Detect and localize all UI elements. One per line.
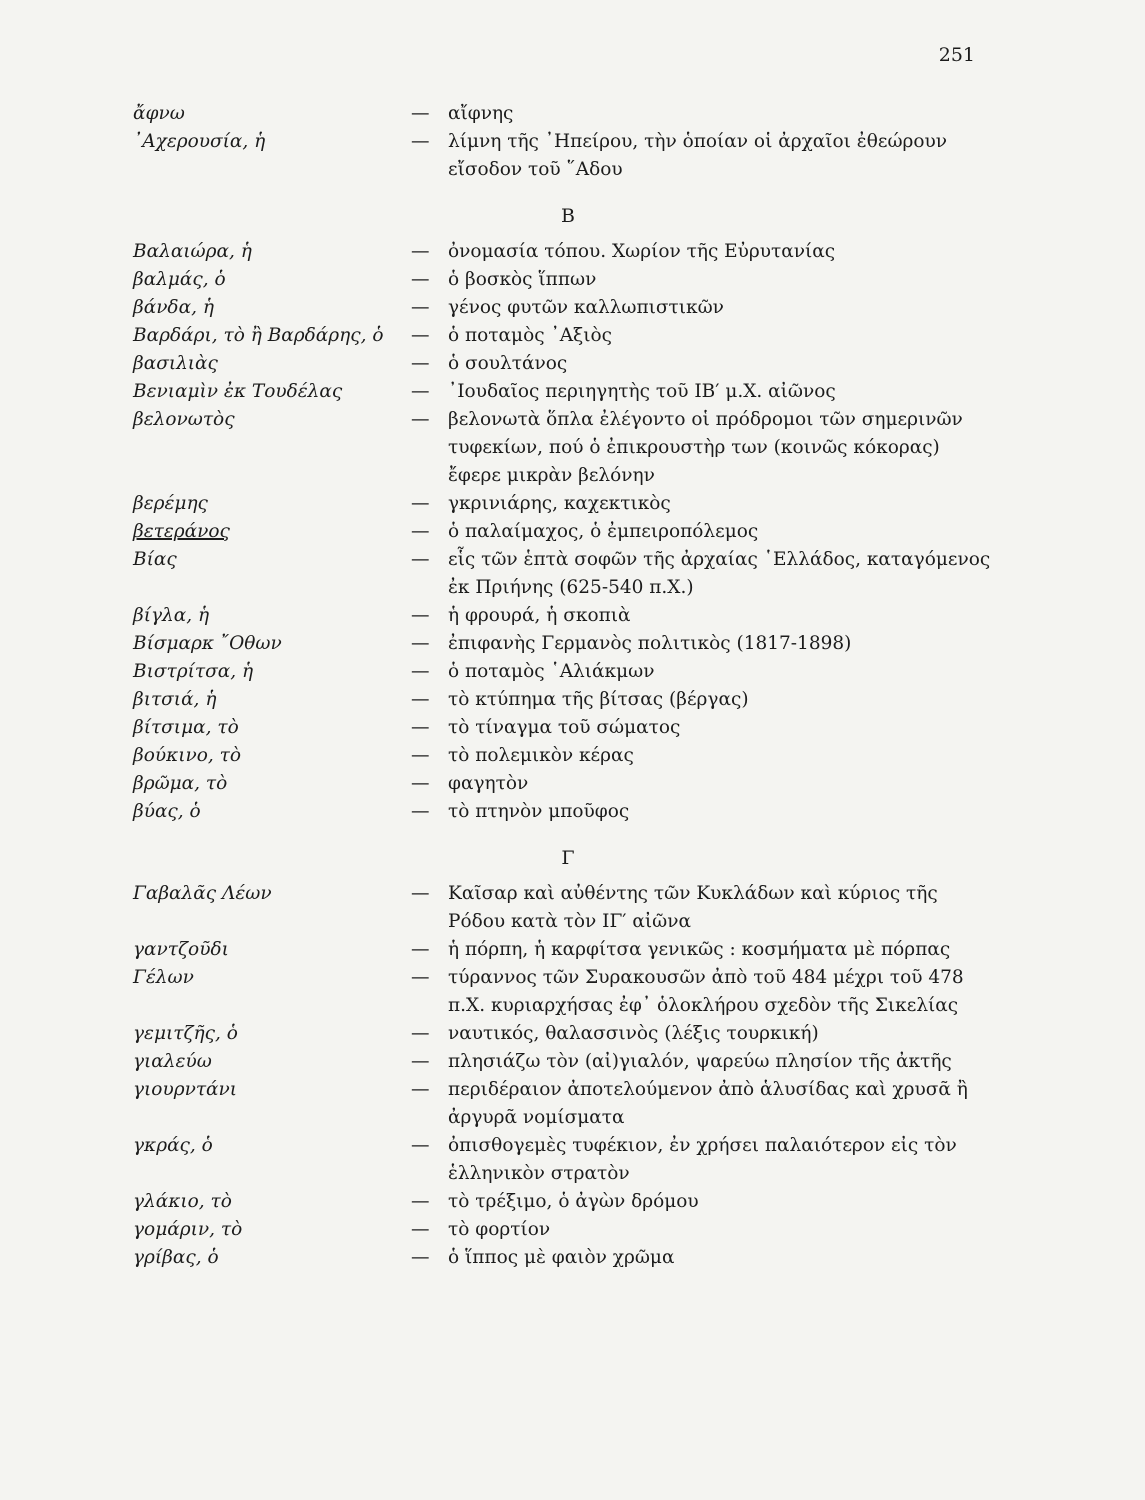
entry-definition: ᾿Ιουδαῖος περιηγητὴς τοῦ ΙΒ′ μ.Χ. αἰῶνος xyxy=(448,381,836,402)
glossary-entry xyxy=(133,518,993,546)
glossary-entry xyxy=(133,798,993,826)
entry-definition: τύραννος τῶν Συρακουσῶν ἀπὸ τοῦ 484 μέχρι τοῦ 478 π.Χ. κυριαρχήσας ἐφ᾿ ὁλοκλήρου σχεδὸν τῆς Σικελίας xyxy=(448,967,964,1016)
entry-term: βιτσιά, ἡ xyxy=(133,689,217,710)
entry-dash: — xyxy=(411,297,430,318)
glossary-entry xyxy=(133,630,993,658)
entry-dash: — xyxy=(411,883,430,904)
entry-term: Βαλαιώρα, ἡ xyxy=(133,241,252,262)
glossary-entry xyxy=(133,1188,993,1216)
glossary-entry xyxy=(133,1076,993,1132)
glossary-entry xyxy=(133,350,993,378)
glossary-entry xyxy=(133,880,993,936)
glossary-entry xyxy=(133,406,993,490)
entry-term: Βίας xyxy=(133,549,177,570)
entry-dash: — xyxy=(411,1219,430,1240)
entry-dash: — xyxy=(411,493,430,514)
glossary-entry xyxy=(133,714,993,742)
entry-term: Γαβαλᾶς Λέων xyxy=(133,883,272,904)
entry-dash: — xyxy=(411,353,430,374)
entry-definition: ἐπιφανὴς Γερμανὸς πολιτικὸς (1817-1898) xyxy=(448,633,852,654)
entry-dash: — xyxy=(411,409,430,430)
glossary-entry xyxy=(133,546,993,602)
entry-dash: — xyxy=(411,939,430,960)
glossary-entry xyxy=(133,294,993,322)
entry-dash: — xyxy=(411,717,430,738)
entry-definition: ἡ φρουρά, ἡ σκοπιὰ xyxy=(448,605,631,626)
glossary-entry xyxy=(133,686,993,714)
entry-term: βερέμης xyxy=(133,493,208,514)
glossary-entry xyxy=(133,1216,993,1244)
entry-term: βετεράνος xyxy=(133,521,230,542)
entry-definition: τὸ κτύπημα τῆς βίτσας (βέργας) xyxy=(448,689,749,710)
glossary-entry xyxy=(133,1244,993,1272)
entry-dash: — xyxy=(411,549,430,570)
entry-definition: φαγητὸν xyxy=(448,773,529,794)
entry-dash: — xyxy=(411,773,430,794)
entry-term: βάνδα, ἡ xyxy=(133,297,214,318)
glossary xyxy=(133,100,993,1272)
entry-term: Βιστρίτσα, ἡ xyxy=(133,661,254,682)
glossary-entry xyxy=(133,100,993,128)
entry-dash: — xyxy=(411,605,430,626)
entry-term: βασιλιὰς xyxy=(133,353,218,374)
entry-definition: περιδέραιον ἀποτελούμενον ἀπὸ ἁλυσίδας καὶ χρυσᾶ ἢ ἀργυρᾶ νομίσματα xyxy=(448,1079,968,1128)
entry-dash: — xyxy=(411,967,430,988)
glossary-entry xyxy=(133,238,993,266)
entry-definition: γένος φυτῶν καλλωπιστικῶν xyxy=(448,297,724,318)
entry-term: ἄφνω xyxy=(133,103,185,124)
entry-dash: — xyxy=(411,1023,430,1044)
entry-term: γεμιτζῆς, ὁ xyxy=(133,1023,238,1044)
entry-definition: βελονωτὰ ὅπλα ἐλέγοντο οἱ πρόδρομοι τῶν σημερινῶν τυφεκίων, πού ὁ ἐπικρουστὴρ των (κοινῶς κόκορας) ἔφερε μικρὰν βελόνην xyxy=(448,409,963,486)
entry-dash: — xyxy=(411,633,430,654)
entry-dash: — xyxy=(411,1079,430,1100)
entry-definition: ὁ ποταμὸς ῾Αλιάκμων xyxy=(448,661,655,682)
entry-term: Γέλων xyxy=(133,967,194,988)
entry-term: γιαλεύω xyxy=(133,1051,212,1072)
entry-dash: — xyxy=(411,1051,430,1072)
entry-term: βελονωτὸς xyxy=(133,409,235,430)
entry-definition: τὸ πολεμικὸν κέρας xyxy=(448,745,634,766)
entry-definition: ὀπισθογεμὲς τυφέκιον, ἐν χρήσει παλαιότερον εἰς τὸν ἑλληνικὸν στρατὸν xyxy=(448,1135,957,1184)
entry-definition: ὁ παλαίμαχος, ὁ ἐμπειροπόλεμος xyxy=(448,521,759,542)
glossary-entry xyxy=(133,322,993,350)
entry-dash: — xyxy=(411,1135,430,1156)
entry-dash: — xyxy=(411,131,430,152)
entry-definition: ναυτικός, θαλασσινὸς (λέξις τουρκική) xyxy=(448,1023,819,1044)
entry-definition: ἡ πόρπη, ἡ καρφίτσα γενικῶς : κοσμήματα μὲ πόρπας xyxy=(448,939,951,960)
entry-term: γιουρντάνι xyxy=(133,1079,238,1100)
glossary-entry xyxy=(133,1048,993,1076)
glossary-entry xyxy=(133,742,993,770)
entry-term: Βαρδάρι, τὸ ἢ Βαρδάρης, ὁ xyxy=(133,325,384,346)
entry-term: βύας, ὁ xyxy=(133,801,201,822)
section-letter: Γ xyxy=(561,847,575,869)
glossary-entry xyxy=(133,128,993,184)
entry-term: βαλμάς, ὁ xyxy=(133,269,226,290)
entry-definition: ὁ ποταμὸς ᾿Αξιὸς xyxy=(448,325,612,346)
entry-definition: τὸ τρέξιμο, ὁ ἀγὼν δρόμου xyxy=(448,1191,699,1212)
glossary-entry xyxy=(133,490,993,518)
entry-term: βίγλα, ἡ xyxy=(133,605,210,626)
glossary-entry xyxy=(133,1132,993,1188)
entry-dash: — xyxy=(411,689,430,710)
entry-definition: αἴφνης xyxy=(448,103,514,124)
glossary-entry xyxy=(133,936,993,964)
entry-term: γλάκιο, τὸ xyxy=(133,1191,232,1212)
entry-dash: — xyxy=(411,325,430,346)
glossary-entry xyxy=(133,964,993,1020)
glossary-entry xyxy=(133,1020,993,1048)
glossary-entry xyxy=(133,602,993,630)
entry-definition: Καῖσαρ καὶ αὐθέντης τῶν Κυκλάδων καὶ κύριος τῆς Ρόδου κατὰ τὸν ΙΓ′ αἰῶνα xyxy=(448,883,938,932)
entry-term: βούκινο, τὸ xyxy=(133,745,241,766)
entry-term: βρῶμα, τὸ xyxy=(133,773,228,794)
entry-definition: λίμνη τῆς ᾿Ηπείρου, τὴν ὁποίαν οἱ ἀρχαῖοι ἐθεώρουν εἴσοδον τοῦ ῞Αδου xyxy=(448,131,948,180)
glossary-entry xyxy=(133,266,993,294)
entry-definition: ὁ σουλτάνος xyxy=(448,353,568,374)
entry-term: ᾿Αχερουσία, ἡ xyxy=(133,131,266,152)
glossary-entry xyxy=(133,770,993,798)
entry-term: Βίσμαρκ ῎Οθων xyxy=(133,633,282,654)
entry-dash: — xyxy=(411,269,430,290)
entry-definition: πλησιάζω τὸν (αἰ)γιαλόν, ψαρεύω πλησίον τῆς ἀκτῆς xyxy=(448,1051,952,1072)
entry-term: Βενιαμὶν ἐκ Τουδέλας xyxy=(133,381,343,402)
entry-definition: τὸ φορτίον xyxy=(448,1219,551,1240)
entry-dash: — xyxy=(411,521,430,542)
entry-dash: — xyxy=(411,745,430,766)
entry-term: βίτσιμα, τὸ xyxy=(133,717,239,738)
glossary-entry xyxy=(133,378,993,406)
entry-term: γομάριν, τὸ xyxy=(133,1219,243,1240)
entry-dash: — xyxy=(411,381,430,402)
entry-term: γρίβας, ὁ xyxy=(133,1247,219,1268)
entry-term: γαντζοῦδι xyxy=(133,939,229,960)
entry-dash: — xyxy=(411,103,430,124)
entry-definition: ὀνομασία τόπου. Χωρίον τῆς Εὐρυτανίας xyxy=(448,241,836,262)
entry-definition: τὸ πτηνὸν μποῦφος xyxy=(448,801,630,822)
entry-dash: — xyxy=(411,661,430,682)
entry-dash: — xyxy=(411,801,430,822)
entry-definition: ὁ βοσκὸς ἵππων xyxy=(448,269,597,290)
entry-definition: τὸ τίναγμα τοῦ σώματος xyxy=(448,717,681,738)
entry-dash: — xyxy=(411,1247,430,1268)
entry-definition: ὁ ἵππος μὲ φαιὸν χρῶμα xyxy=(448,1247,675,1268)
entry-definition: εἷς τῶν ἑπτὰ σοφῶν τῆς ἀρχαίας ῾Ελλάδος, καταγόμενος ἐκ Πριήνης (625-540 π.Χ.) xyxy=(448,549,991,598)
glossary-entry xyxy=(133,658,993,686)
entry-definition: γκρινιάρης, καχεκτικὸς xyxy=(448,493,671,514)
section-letter: Β xyxy=(561,205,575,227)
entry-dash: — xyxy=(411,241,430,262)
page-number: 251 xyxy=(938,44,975,66)
entry-term: γκράς, ὁ xyxy=(133,1135,213,1156)
entry-dash: — xyxy=(411,1191,430,1212)
